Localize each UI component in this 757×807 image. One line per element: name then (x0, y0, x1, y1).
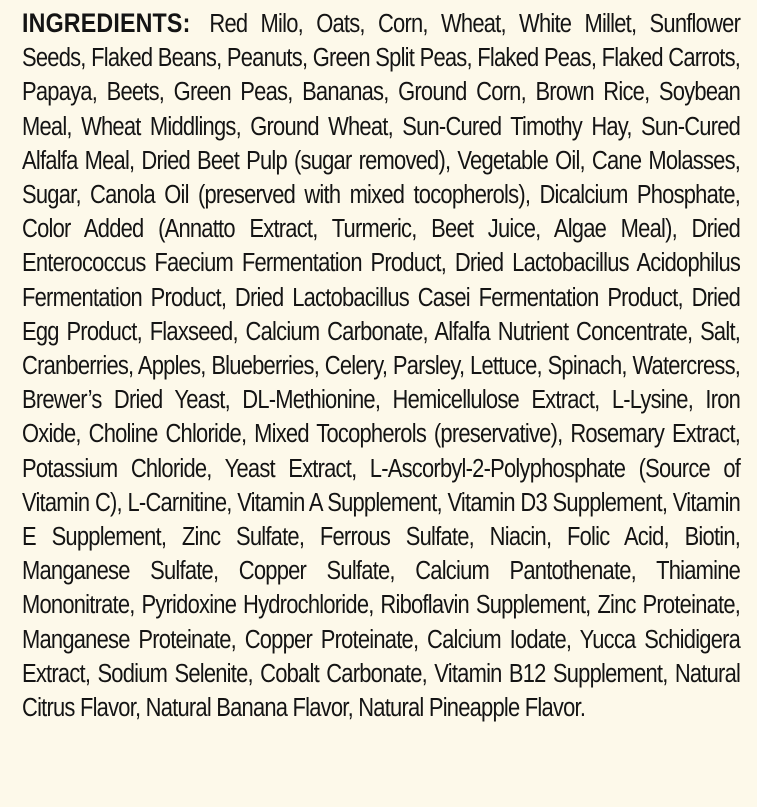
ingredients-heading: INGREDIENTS: (22, 8, 191, 38)
ingredients-paragraph (22, 6, 740, 725)
ingredients-list: Red Milo, Oats, Corn, Wheat, White Millet, Sunflower Seeds, Flaked Beans, Peanuts, Green Split Peas, Flaked Peas, Flaked Carrots, Papaya, Beets, Green Peas, Bananas, Ground Corn, Brown Rice, Soybean Meal, Wheat Middlings, Ground Wheat, Sun-Cured Timothy Hay, Sun-Cured Alfalfa Meal, Dried Beet Pulp (sugar removed), Vegetable Oil, Cane Molasses, Sugar, Canola Oil (preserved with mixed tocopherols), Dicalcium Phosphate, Color Added (Annatto Extract, Turmeric, Beet Juice, Algae Meal), Dried Enterococcus Faecium Fermentation Product, Dried Lactobacillus Acidophilus Fermentation Product, Dried Lactobacillus Casei Fermentation Product, Dried Egg Product, Flaxseed, Calcium Carbonate, Alfalfa Nutrient Concentrate, Salt, Cranberries, Apples, Blueberries, Celery, Parsley, Lettuce, Spinach, Watercress, Brewer’s Dried Yeast, DL-Methionine, Hemicellulose Extract, L-Lysine, Iron Oxide, Choline Chloride, Mixed Tocopherols (preservative), Rosemary Extract, Potassium Chloride, Yeast Extract, L-Ascorbyl-2-Polyphosphate (Source of Vitamin C), L-Carnitine, Vitamin A Supplement, Vitamin D3 Supplement, Vitamin E Supplement, Zinc Sulfate, Ferrous Sulfate, Niacin, Folic Acid, Biotin, Manganese Sulfate, Copper Sulfate, Calcium Pantothenate, Thiamine Mononitrate, Pyridoxine Hydrochloride, Riboflavin Supplement, Zinc Proteinate, Manganese Proteinate, Copper Proteinate, Calcium Iodate, Yucca Schidigera Extract, Sodium Selenite, Cobalt Carbonate, Vitamin B12 Supplement, Natural Citrus Flavor, Natural Banana Flavor, Natural Pineapple Flavor. (22, 10, 741, 723)
